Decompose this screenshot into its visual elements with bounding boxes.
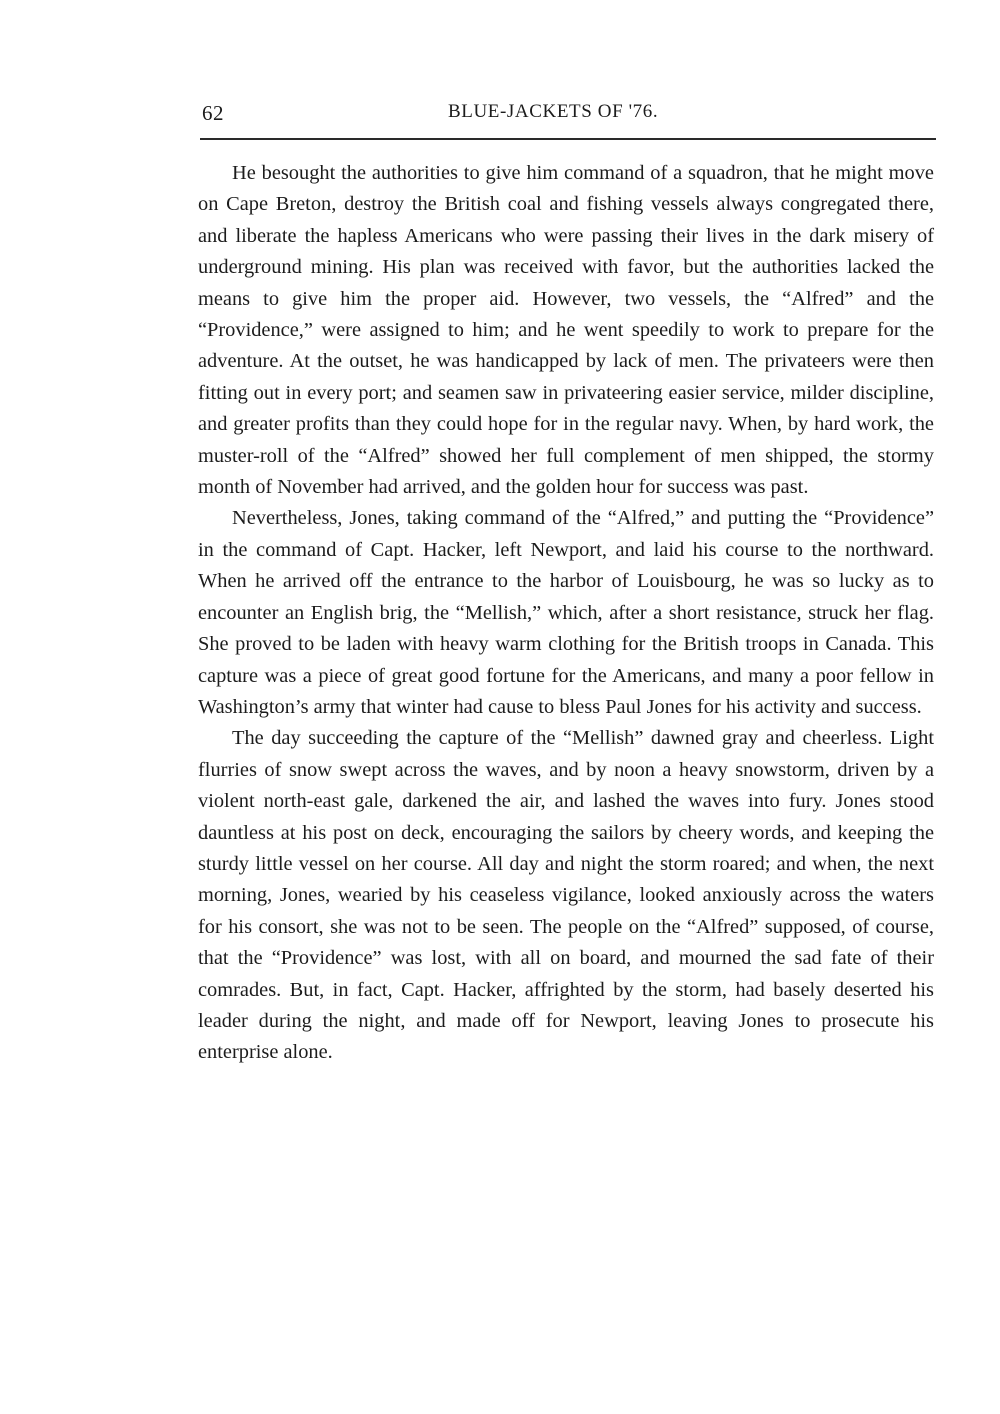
page-number: 62 — [202, 101, 224, 125]
paragraph-3: The day succeeding the capture of the “Mellish” dawned gray and cheerless. Light flurries of snow swept across the waves, and by noon a heavy snowstorm, driven by a violent north-east gale, darkened the air, and lashed the waves into fury. Jones stood dauntless at his post on deck, encouraging the sailors by cheery words, and keeping the sturdy little vessel on her course. All day and night the storm roared; and when, the next morning, Jones, wearied by his ceaseless vigilance, looked anxiously across the waters for his consort, she was not to be seen. The people on the “Alfred” supposed, of course, that the “Providence” was lost, with all on board, and mourned the sad fate of their comrades. But, in fact, Capt. Hacker, affrighted by the storm, had basely deserted his leader during the night, and made off for Newport, leaving Jones to prosecute his enterprise alone. — [198, 727, 934, 1064]
running-title: BLUE-JACKETS OF '76. — [448, 101, 659, 122]
paragraph-1: He besought the authorities to give him command of a squadron, that he might move on Cape Breton, destroy the British coal and fishing vessels always congregated there, and liberate the hapless Americans who were passing their lives in the dark misery of underground mining. His plan was received with favor, but the authorities lacked the means to give him the proper aid. However, two vessels, the “Alfred” and the “Providence,” were assigned to him; and he went speedily to work to prepare for the adventure. At the outset, he was handicapped by lack of men. The privateers were then fitting out in every port; and seamen saw in privateering easier service, milder discipline, and greater profits than they could hope for in the regular navy. When, by hard work, the muster-roll of the “Alfred” showed her full complement of men shipped, the stormy month of November had arrived, and the golden hour for success was past. — [198, 162, 934, 499]
paragraph-2: Nevertheless, Jones, taking command of the “Alfred,” and putting the “Providence” in the command of Capt. Hacker, left Newport, and laid his course to the northward. When he arrived off the entrance to the harbor of Louisbourg, he was so lucky as to encounter an English brig, the “Mellish,” which, after a short resistance, struck her flag. She proved to be laden with heavy warm clothing for the British troops in Canada. This capture was a piece of great good fortune for the Americans, and many a poor fellow in Washington’s army that winter had cause to bless Paul Jones for his activity and success. — [198, 507, 934, 718]
header-rule — [200, 138, 936, 140]
body-text — [198, 158, 934, 1069]
